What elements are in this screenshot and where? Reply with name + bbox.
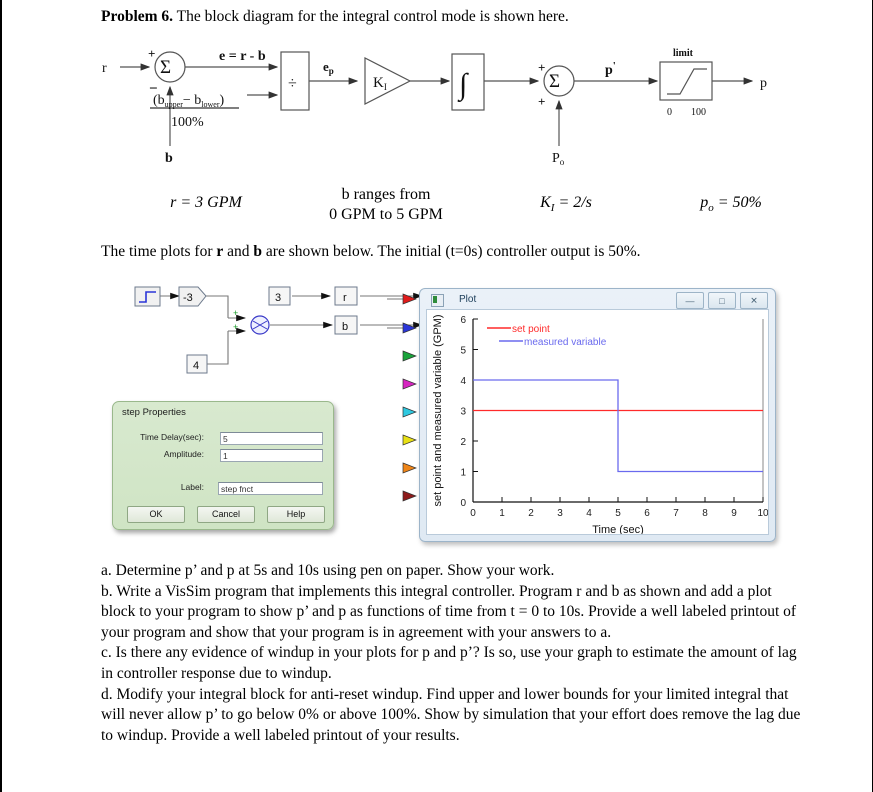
- plot-window-icon: [431, 294, 444, 307]
- y-tick-label: 6: [460, 315, 466, 326]
- bd-pprime-label: p': [605, 60, 616, 78]
- x-tick-label: 7: [673, 508, 679, 519]
- task-a: a. Determine p’ and p at 5s and 10s using pen on paper. Show your work.: [101, 562, 555, 579]
- vissim-step-block[interactable]: [135, 287, 160, 306]
- bd-po-label: $P_o$: [552, 151, 565, 167]
- plot-input-arrow[interactable]: [403, 491, 416, 501]
- bd-ep-label: $e_p$: [323, 59, 334, 76]
- bd-feedback-b: b: [165, 151, 173, 166]
- legend-label: measured variable: [524, 337, 607, 348]
- time-delay-label: Time Delay(sec):: [140, 432, 204, 442]
- label-input[interactable]: step fnct: [218, 482, 323, 495]
- series-line: [473, 380, 763, 472]
- y-tick-label: 3: [460, 406, 466, 418]
- vissim-label-b-block[interactable]: [335, 316, 357, 334]
- x-tick-label: 2: [528, 508, 534, 519]
- page-title: [101, 8, 569, 26]
- intro-line: The time plots for r and b are shown below. The initial (t=0s) controller output is 50%.: [101, 243, 641, 260]
- problem-statement: The block diagram for the integral control mode is shown here.: [176, 8, 569, 25]
- y-tick-label: 0: [460, 498, 466, 509]
- svg-text:r: r: [343, 292, 347, 304]
- bd-limit-low: 0: [667, 107, 672, 118]
- bd-span-denominator: 100%: [171, 115, 204, 130]
- svg-text:3: 3: [275, 292, 282, 304]
- bd-gain-label: $K_I$: [373, 75, 387, 92]
- bd-error-label: e = r - b: [219, 49, 266, 64]
- amplitude-label: Amplitude:: [163, 449, 204, 459]
- legend-label: set point: [512, 324, 550, 335]
- label-label: Label:: [180, 482, 204, 492]
- x-tick-label: 8: [702, 508, 708, 519]
- plot-input-arrows: [387, 285, 421, 545]
- plot-input-arrow[interactable]: [403, 294, 416, 304]
- bd-plus-1: +: [148, 46, 156, 61]
- bd-sum1-symbol: Σ: [160, 57, 172, 78]
- param-ki: $K_I = 2/s$: [540, 194, 592, 215]
- ok-button[interactable]: OK: [127, 506, 185, 523]
- svg-text:+: +: [233, 322, 239, 332]
- bd-output-p: p: [760, 76, 767, 91]
- help-button[interactable]: Help: [267, 506, 325, 523]
- svg-text:4: 4: [193, 360, 200, 372]
- x-tick-label: 4: [586, 508, 592, 519]
- amplitude-input[interactable]: 1: [220, 449, 323, 462]
- y-tick-label: 2: [460, 437, 466, 448]
- x-axis-label: Time (sec): [592, 524, 644, 534]
- bd-integral-symbol: ∫: [459, 68, 468, 101]
- x-tick-label: 3: [557, 508, 563, 519]
- bd-divide-symbol: ÷: [288, 75, 297, 92]
- vissim-sum-block[interactable]: [233, 308, 269, 334]
- plot-input-arrow[interactable]: [403, 351, 416, 361]
- block-diagram: [97, 38, 797, 173]
- x-tick-label: 9: [731, 508, 737, 519]
- bd-minus-1: −: [149, 81, 158, 97]
- dialog-title: step Properties: [122, 407, 186, 418]
- param-b-range: b ranges from 0 GPM to 5 GPM: [329, 186, 443, 223]
- y-axis-label: set point and measured variable (GPM): [432, 314, 444, 507]
- plot-input-arrow[interactable]: [403, 435, 416, 445]
- close-button[interactable]: ✕: [740, 292, 768, 309]
- vissim-const-3-block[interactable]: [269, 287, 290, 305]
- task-d: d. Modify your integral block for anti-reset windup. Find upper and lower bounds for your limited integral that will never allow p’ to go below 0% or above 100%. Show by simulation that your effort does remove the lag due to windup. Provide a well labeled printout of your results.: [101, 685, 801, 744]
- plot-window-title: Plot: [459, 294, 477, 305]
- intro-bold-b: b: [253, 243, 263, 260]
- vissim-const-4-block[interactable]: [187, 355, 207, 373]
- y-tick-label: 1: [460, 467, 466, 479]
- svg-text:-3: -3: [183, 292, 193, 304]
- problem-label: Problem 6.: [101, 8, 174, 25]
- x-tick-label: 10: [757, 508, 768, 519]
- svg-text:+: +: [233, 308, 239, 318]
- maximize-button[interactable]: □: [708, 292, 736, 309]
- time-delay-input[interactable]: 5: [220, 432, 323, 445]
- bd-span-numerator: $(b_{upper}- b_{lower})$: [153, 93, 225, 109]
- plot-input-arrow[interactable]: [403, 379, 416, 389]
- tasks-list: [101, 561, 801, 746]
- bd-input-r: r: [102, 61, 107, 76]
- svg-text:b: b: [342, 321, 349, 333]
- x-tick-label: 1: [499, 508, 505, 519]
- x-tick-label: 5: [615, 508, 621, 519]
- bd-plus-2b: +: [538, 94, 546, 109]
- param-r: r = 3 GPM: [170, 194, 242, 211]
- bd-plus-2a: +: [538, 60, 546, 75]
- plot-input-arrow[interactable]: [403, 407, 416, 417]
- y-tick-label: 5: [460, 345, 466, 357]
- bd-sum2-symbol: Σ: [549, 71, 561, 92]
- task-b: b. Write a VisSim program that implements this integral controller. Program r and b as shown and add a plot block to your program to show p’ and p as functions of time from t = 0 to 10s. Provide a well labeled printout of your program and show that your program is in agreement with your answers to a.: [101, 582, 797, 641]
- cancel-button[interactable]: Cancel: [197, 506, 255, 523]
- plot-canvas[interactable]: [426, 309, 769, 535]
- vissim-gain-block[interactable]: [179, 287, 206, 306]
- parameters-row: [101, 185, 801, 225]
- plot-window[interactable]: [419, 288, 776, 542]
- step-properties-dialog[interactable]: [112, 401, 334, 530]
- bd-limit-high: 100: [691, 107, 706, 118]
- plot-input-arrow[interactable]: [403, 323, 416, 333]
- task-c: c. Is there any evidence of windup in your plots for p and p’? Is so, use your graph to estimate the amount of lag in controller response due to windup.: [101, 644, 797, 683]
- intro-bold-r: r: [216, 243, 224, 260]
- bd-limit-label: limit: [673, 48, 693, 59]
- minimize-button[interactable]: —: [676, 292, 704, 309]
- x-tick-label: 0: [470, 508, 476, 519]
- x-tick-label: 6: [644, 508, 650, 519]
- param-po: $p_o = 50\%$: [700, 194, 762, 215]
- plot-input-arrow[interactable]: [403, 463, 416, 473]
- y-tick-label: 4: [460, 376, 466, 387]
- vissim-label-r-block[interactable]: [335, 287, 357, 305]
